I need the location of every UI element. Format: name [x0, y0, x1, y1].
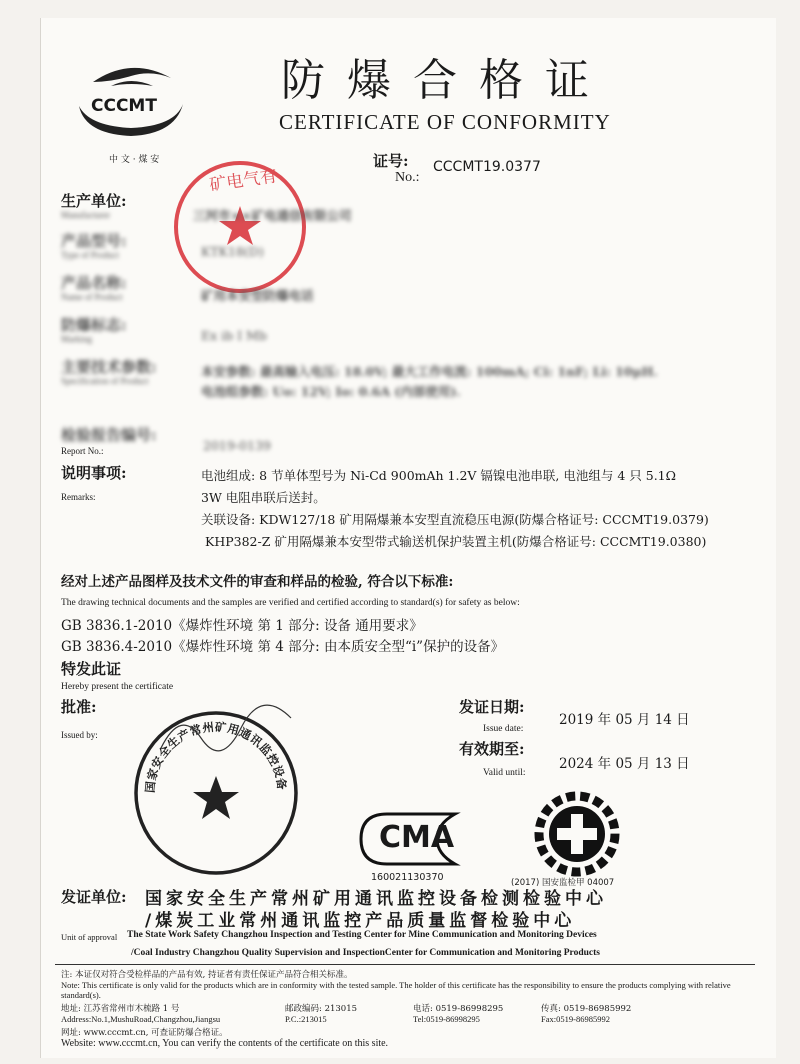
right-mark-label: (2017) 国安监检甲 04007: [511, 878, 615, 888]
seal-star-icon: [193, 776, 239, 819]
issuer-line2-cn: /煤炭工业常州通讯监控产品质量监督检验中心: [145, 911, 576, 931]
standard-item-2: GB 3836.4-2010《爆炸性环境 第 4 部分: 由本质安全型“i”保护的设备》: [61, 639, 505, 655]
issuer-label-en: Unit of approval: [61, 932, 118, 942]
issued-by-label-en: Issued by:: [61, 730, 98, 740]
red-company-stamp: [171, 158, 309, 296]
remarks-label-cn: 说明事项:: [61, 464, 127, 482]
logo-tagline: 中 文 · 煤 安: [109, 155, 160, 165]
ex-mark-value: Ex ib I Mb: [201, 328, 267, 343]
model-value: KTK18(D): [201, 244, 264, 259]
red-stamp-text: 矿电气有: [208, 166, 279, 196]
valid-until-label-en: Valid until:: [483, 768, 526, 778]
title-en: CERTIFICATE OF CONFORMITY: [279, 110, 611, 134]
main-params-label-en: Specification of Product: [61, 376, 149, 386]
product-label-cn: 产品名称:: [61, 274, 127, 292]
footer-divider: [55, 964, 755, 965]
issuer-line2-en: /Coal Industry Changzhou Quality Supervision and InspectionCenter for Communication and Monitoring Products: [131, 948, 600, 958]
footer-fax-cn: 传真: 0519-86985992: [541, 1004, 632, 1014]
ex-mark-label-cn: 防爆标志:: [61, 316, 127, 334]
issue-date-label-en: Issue date:: [483, 724, 524, 734]
cma-mark: [357, 810, 467, 870]
model-label-cn: 产品型号:: [61, 232, 127, 250]
report-label-cn: 检验报告编号:: [61, 426, 157, 444]
footer-postcode-cn: 邮政编码: 213015: [285, 1004, 358, 1014]
remarks-line1: 电池组成: 8 节单体型号为 Ni-Cd 900mAh 1.2V 镉镍电池串联, 电池组与 4 只 5.1Ω: [201, 468, 676, 483]
standards-intro-cn: 经对上述产品图样及技术文件的审查和样品的检验, 符合以下标准:: [61, 574, 454, 590]
remarks-line4: KHP382-Z 矿用隔爆兼本安型带式输送机保护装置主机(防爆合格证号: CCCMT19.0380): [205, 534, 707, 549]
model-label-en: Type of Product: [61, 250, 119, 260]
main-params-line1: 本安参数: 最高输入电压: 18.0V; 最大工作电流: 100mA; Ci: 1nF; Li: 10μH.: [201, 364, 658, 379]
standard-item-1: GB 3836.1-2010《爆炸性环境 第 1 部分: 设备 通用要求》: [61, 618, 423, 634]
footer-website-en: Website: www.cccmt.cn, You can verify the contents of the certificate on this site.: [61, 1038, 389, 1049]
issue-date-label-cn: 发证日期:: [459, 698, 525, 716]
issued-by-label-cn: 批准:: [61, 698, 97, 716]
manufacturer-value: 三河市××矿电通信有限公司: [193, 208, 352, 223]
gear-cross-icon: [531, 788, 623, 880]
signature-scribble: [151, 698, 311, 768]
cert-no: CCCMT19.0377: [433, 159, 541, 175]
remarks-line2: 3W 电阻串联后送封。: [201, 490, 326, 505]
ex-mark-label-en: Marking: [61, 334, 92, 344]
cma-number: 160021130370: [371, 872, 444, 883]
cccmt-logo: [71, 46, 191, 165]
footer-postcode-en: P.C.:213015: [285, 1014, 327, 1024]
main-params-label-cn: 主要技术参数:: [61, 358, 157, 376]
footer-address-cn: 地址: 江苏省常州市木梳路 1 号: [61, 1004, 180, 1014]
issuer-line1-cn: 国家安全生产常州矿用通讯监控设备检测检验中心: [145, 889, 607, 909]
remarks-label-en: Remarks:: [61, 492, 96, 502]
manufacturer-label-en: Manufacturer: [61, 210, 110, 220]
cert-no-label-en: No.:: [395, 170, 420, 185]
footer-fax-en: Fax:0519-86985992: [541, 1014, 610, 1024]
footer-tel-cn: 电话: 0519-86998295: [413, 1004, 504, 1014]
title-cn: 防爆合格证: [281, 55, 611, 106]
remarks-line3: 关联设备: KDW127/18 矿用隔爆兼本安型直流稳压电源(防爆合格证号: CCCMT19.0379): [201, 512, 709, 527]
present-cn: 特发此证: [61, 660, 122, 678]
valid-until-label-cn: 有效期至:: [459, 740, 525, 758]
cert-no-label-cn: 证号:: [373, 152, 409, 170]
safety-gear-emblem: [531, 788, 623, 880]
main-params-line2: 电池组参数: Uo: 12V; Io: 0.6A (内部使用).: [201, 384, 461, 399]
report-label-en: Report No.:: [61, 446, 104, 456]
footer-note-en: Note: This certificate is only valid for the products which are in conformity with the tested sample. The holder of this certificate has the responsibility to ensure the products complying with relative standard(s).: [61, 980, 731, 1000]
valid-until-date: 2024 年 05 月 13 日: [559, 756, 690, 772]
issuer-line1-en: The State Work Safety Changzhou Inspection and Testing Center for Mine Communication and Monitoring Devices: [127, 930, 597, 940]
seal-round-text: 国家安全生产常州矿用通讯监控设备: [142, 719, 290, 794]
footer-address-en: Address:No.1,MushuRoad,Changzhou,Jiangsu: [61, 1014, 221, 1024]
manufacturer-label-cn: 生产单位:: [61, 192, 127, 210]
issuer-label-cn: 发证单位:: [61, 888, 127, 906]
cma-text: CMA: [379, 820, 455, 855]
standards-intro-en: The drawing technical documents and the samples are verified and certified according to standard(s) for safety as below:: [61, 598, 520, 608]
product-label-en: Name of Product: [61, 292, 123, 302]
footer-note-cn: 注: 本证仅对符合受检样品的产品有效, 持证者有责任保证产品符合相关标准。: [61, 970, 353, 980]
footer-website-cn: 网址: www.cccmt.cn, 可查证防爆合格证。: [61, 1028, 228, 1038]
report-value: 2019-0139: [203, 438, 271, 453]
certificate-sheet: [40, 18, 776, 1058]
product-value: 矿用本安型防爆电话: [201, 288, 314, 303]
issue-date: 2019 年 05 月 14 日: [559, 712, 690, 728]
logo-text: CCCMT: [91, 96, 157, 116]
footer-tel-en: Tel:0519-86998295: [413, 1014, 480, 1024]
present-en: Hereby present the certificate: [61, 682, 174, 692]
